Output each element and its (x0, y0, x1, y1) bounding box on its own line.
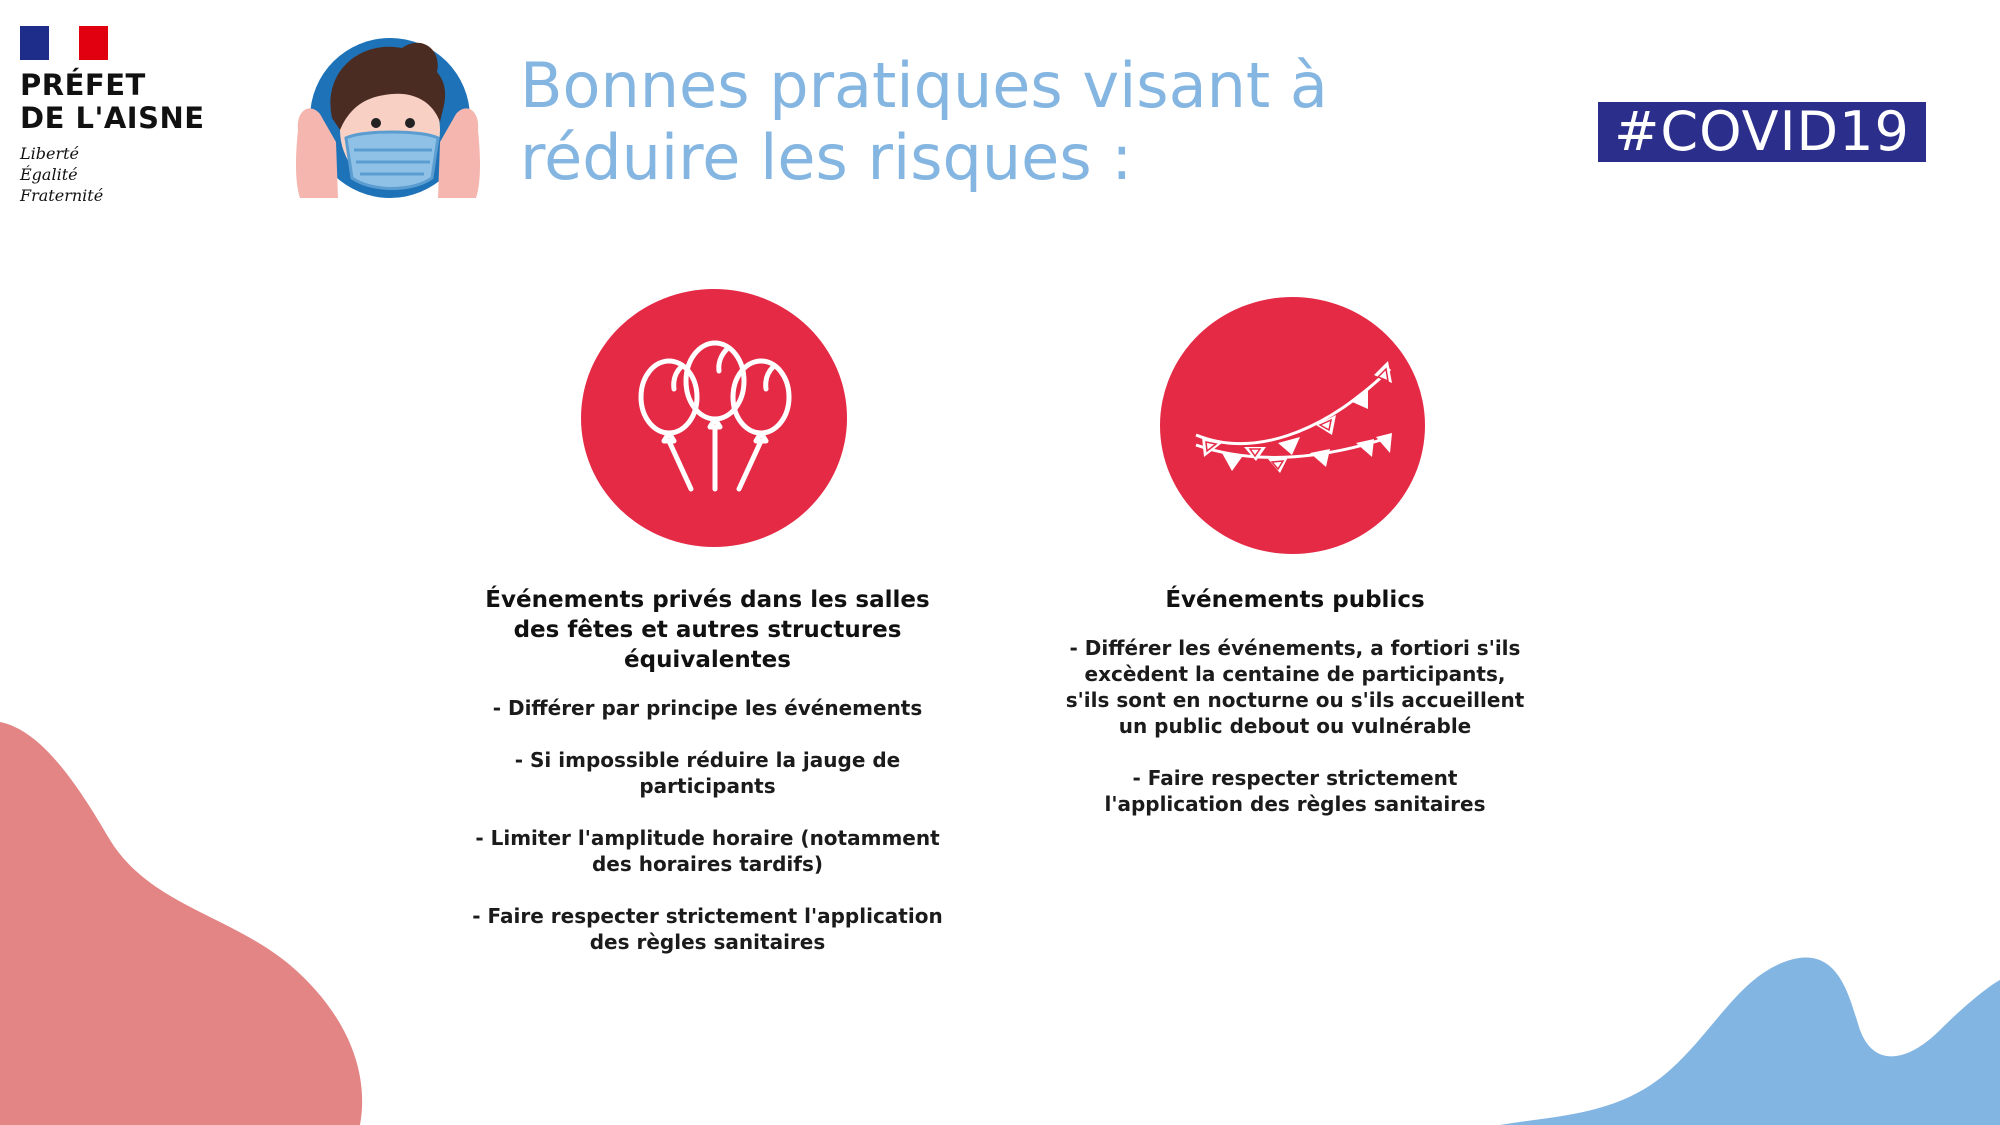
private-events-item: - Si impossible réduire la jauge de participants (514, 748, 901, 798)
bunting-flags-icon (1160, 297, 1425, 554)
prefecture-name-line1: PRÉFET (20, 68, 146, 102)
public-events-item: - Différer les événements, a fortiori s'ils excèdent la centaine de participants, s'ils sont en nocturne ou s'ils accueillent un public debout ou vulnérable (1065, 636, 1525, 738)
prefecture-name (20, 69, 220, 135)
decorative-blob-left (0, 700, 380, 1125)
private-events-circle (581, 289, 847, 547)
republic-motto (20, 143, 220, 206)
page-title (520, 50, 1420, 194)
person-wearing-mask-icon (292, 30, 484, 200)
motto-liberte: Liberté (20, 144, 79, 163)
private-events-section (470, 585, 945, 981)
public-events-heading: Événements publics (1165, 587, 1425, 613)
page-title-line2: réduire les risques : (520, 121, 1133, 194)
private-events-heading: Événements privés dans les salles des fêtes et autres structures équivalentes (485, 587, 930, 673)
prefecture-name-line2: DE L'AISNE (20, 101, 205, 135)
motto-egalite: Égalité (20, 165, 78, 184)
covid-hashtag-badge: #COVID19 (1598, 102, 1926, 162)
public-events-item: - Faire respecter strictement l'application des règles sanitaires (1104, 766, 1486, 816)
balloons-icon (581, 289, 847, 547)
marianne-flag-icon (20, 26, 108, 60)
public-events-circle (1160, 297, 1425, 554)
decorative-blob-right (1500, 950, 2000, 1125)
private-events-item: - Limiter l'amplitude horaire (notamment des horaires tardifs) (475, 826, 940, 876)
prefecture-logo (20, 26, 220, 206)
public-events-section (1065, 585, 1525, 843)
private-events-item: - Faire respecter strictement l'application des règles sanitaires (472, 904, 943, 954)
motto-fraternite: Fraternité (20, 186, 104, 205)
private-events-item: - Différer par principe les événements (492, 696, 923, 720)
page-title-line1: Bonnes pratiques visant à (520, 49, 1328, 122)
